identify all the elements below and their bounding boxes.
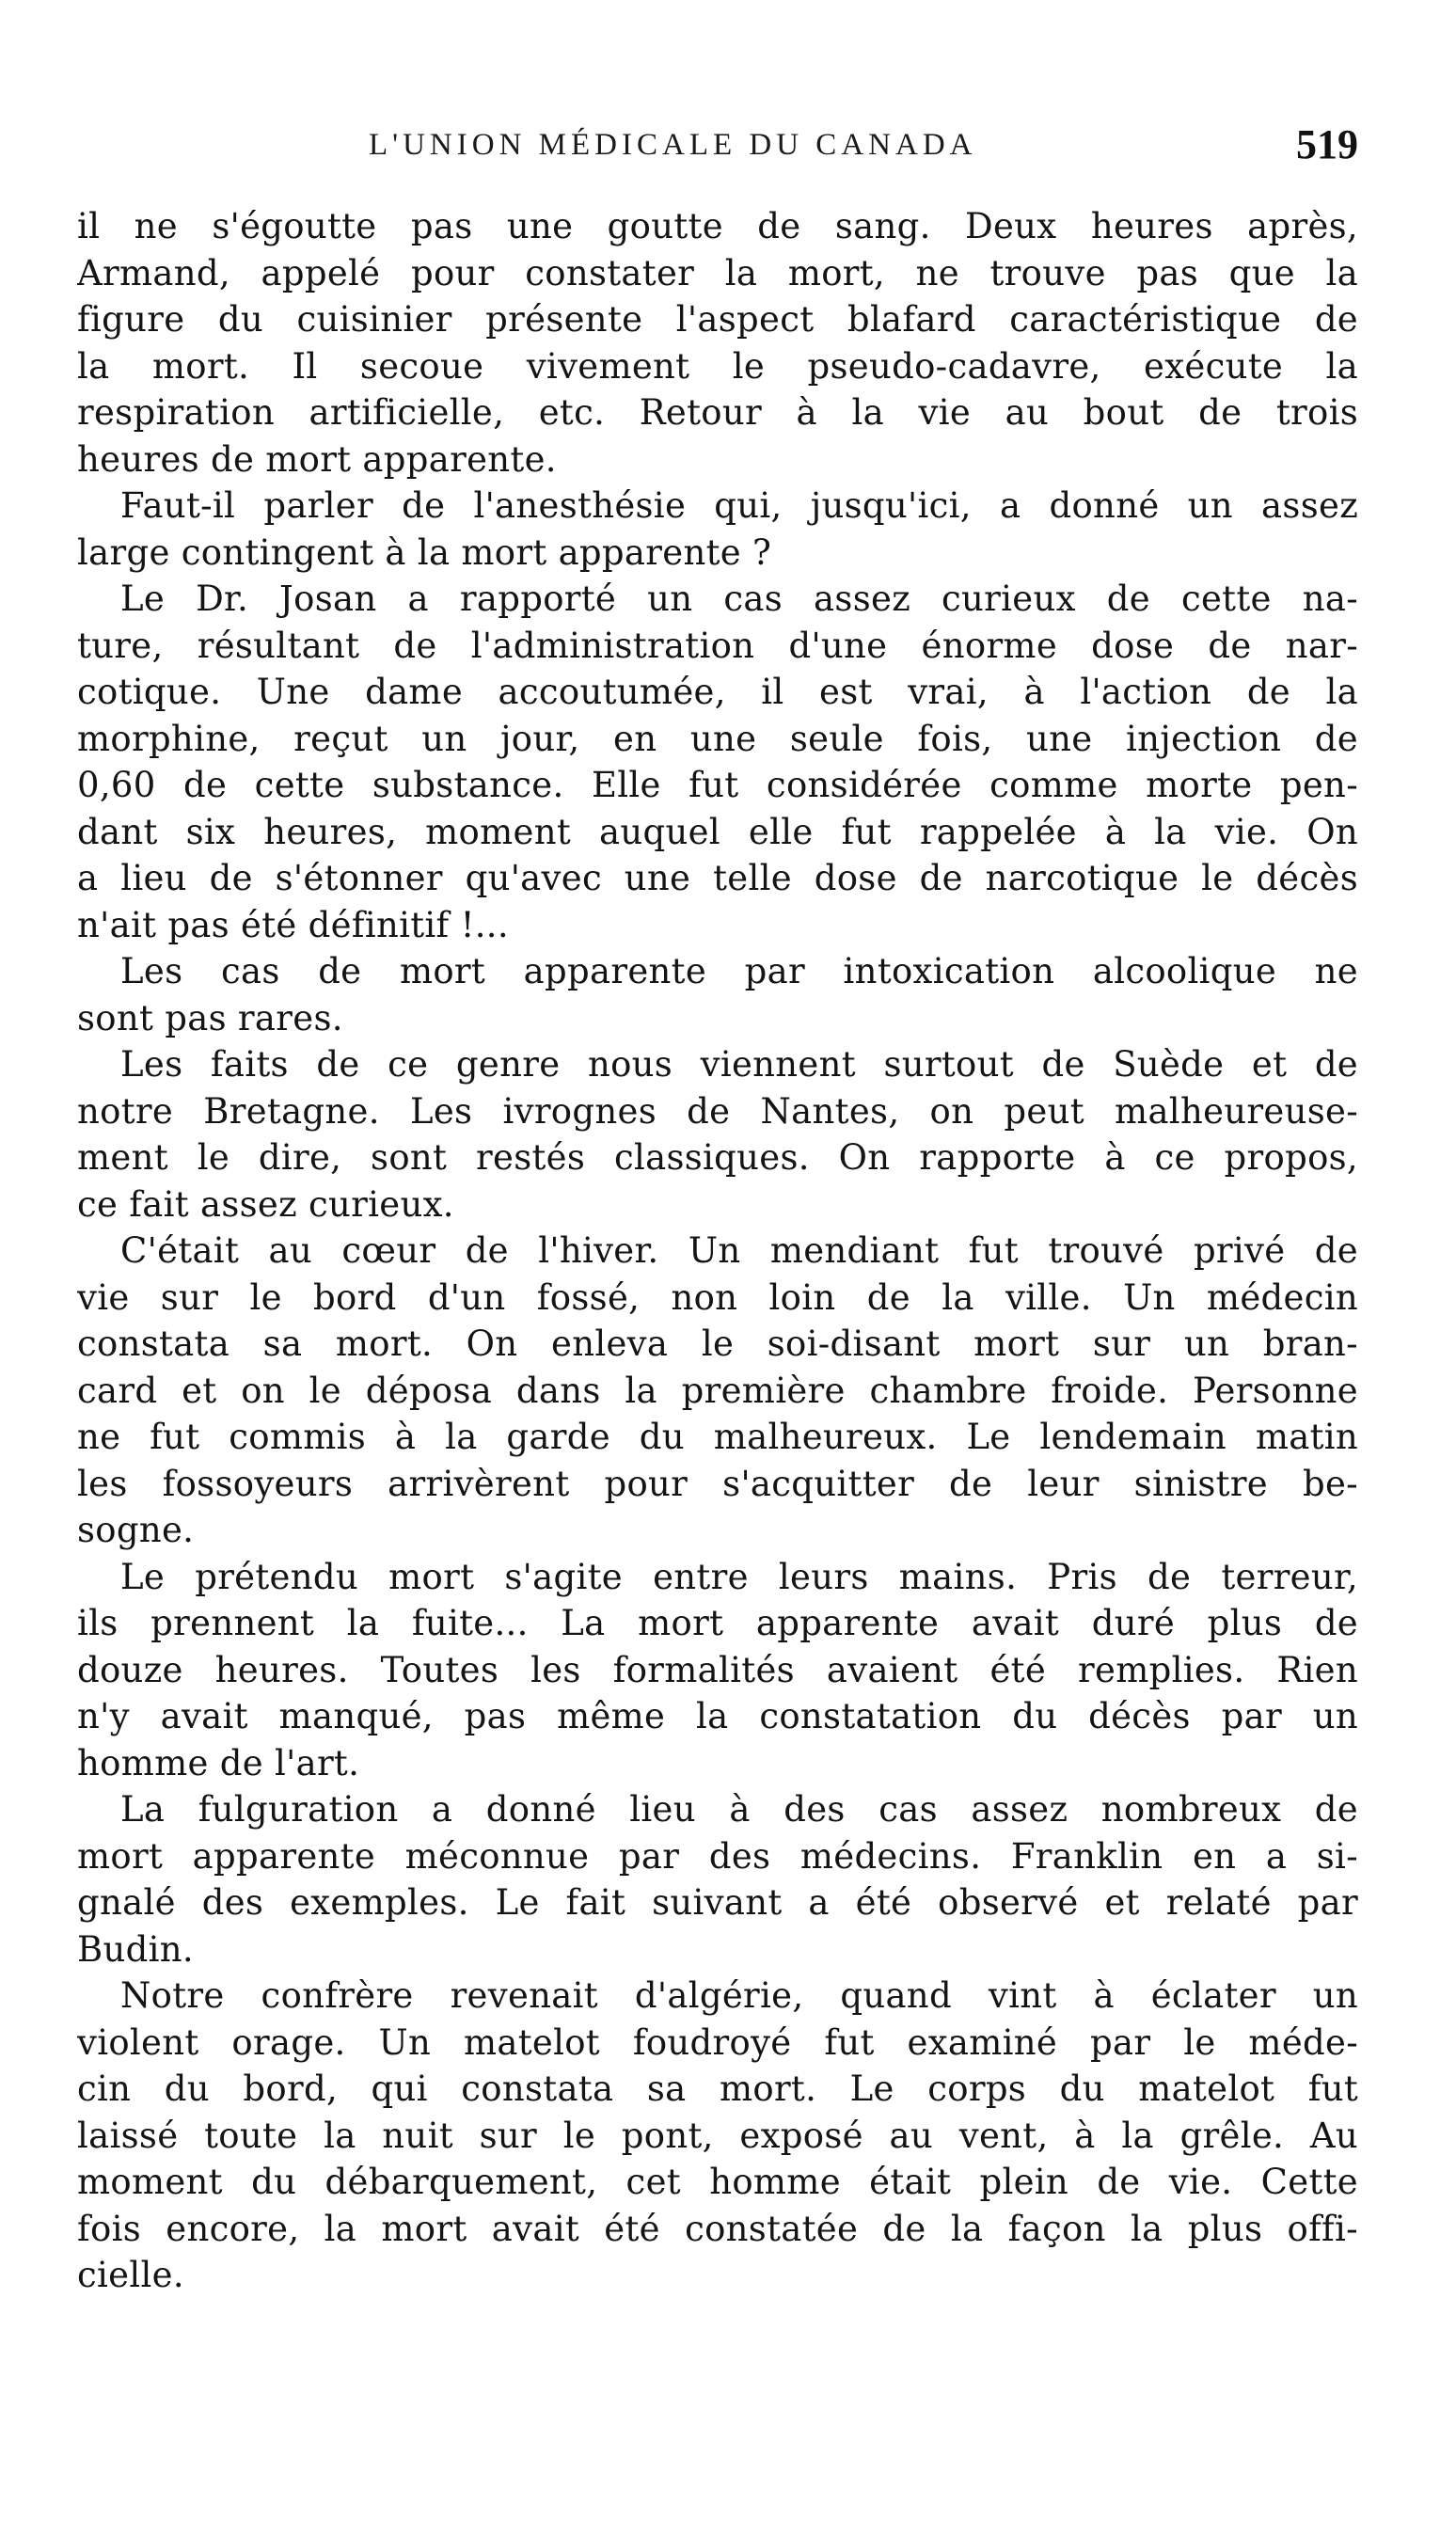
paragraph	[77, 1973, 1358, 2299]
text-line: Les cas de mort apparente par intoxication alcoolique ne	[120, 951, 1358, 991]
text-line: n'y avait manqué, pas même la constatation du décès par un	[77, 1696, 1358, 1736]
text-line: cielle.	[77, 2255, 184, 2295]
text-line: les fossoyeurs arrivèrent pour s'acquitter de leur sinistre be-	[77, 1463, 1358, 1504]
text-line: 0,60 de cette substance. Elle fut considérée comme morte pen-	[77, 765, 1358, 805]
text-line: sont pas rares.	[77, 997, 343, 1038]
text-line: sogne.	[77, 1510, 195, 1550]
text-line: fois encore, la mort avait été constatée de la façon la plus offi-	[77, 2208, 1358, 2249]
text-line: dant six heures, moment auquel elle fut rappelée à la vie. On	[77, 811, 1358, 852]
text-line: ce fait assez curieux.	[77, 1183, 454, 1225]
text-line: La fulguration a donné lieu à des cas assez nombreux de	[120, 1789, 1358, 1830]
paragraph	[77, 1041, 1358, 1228]
text-line: heures de mort apparente.	[77, 438, 557, 480]
body-text	[77, 203, 1358, 2299]
text-line: ne fut commis à la garde du malheureux. Le lendemain matin	[77, 1417, 1358, 1457]
text-line: ment le dire, sont restés classiques. On rapporte à ce propos,	[77, 1137, 1358, 1178]
page-number: 519	[1296, 121, 1358, 167]
text-line: ils prennent la fuite... La mort apparente avait duré plus de	[77, 1603, 1358, 1643]
text-line: gnalé des exemples. Le fait suivant a été observé et relaté par	[77, 1882, 1358, 1923]
paragraph	[77, 1228, 1358, 1554]
text-line: Le Dr. Josan a rapporté un cas assez curieux de cette na-	[120, 579, 1358, 619]
running-title: L'UNION MÉDICALE DU CANADA	[369, 128, 977, 162]
text-line: cotique. Une dame accoutumée, il est vrai, à l'action de la	[77, 672, 1358, 712]
text-line: constata sa mort. On enleva le soi-disant mort sur un bran-	[77, 1323, 1358, 1364]
text-line: C'était au cœur de l'hiver. Un mendiant fut trouvé privé de	[120, 1230, 1358, 1271]
text-line: Les faits de ce genre nous viennent surtout de Suède et de	[120, 1044, 1358, 1085]
text-line: ture, résultant de l'administration d'une énorme dose de nar-	[77, 625, 1358, 666]
text-line: Le prétendu mort s'agite entre leurs mains. Pris de terreur,	[120, 1556, 1358, 1597]
text-line: violent orage. Un matelot foudroyé fut examiné par le méde-	[77, 2021, 1358, 2063]
text-line: card et on le déposa dans la première chambre froide. Personne	[77, 1370, 1358, 1411]
page-header	[77, 120, 1358, 177]
text-line: la mort. Il secoue vivement le pseudo-cadavre, exécute la	[77, 345, 1358, 387]
text-line: il ne s'égoutte pas une goutte de sang. Deux heures après,	[77, 206, 1358, 246]
text-line: notre Bretagne. Les ivrognes de Nantes, on peut malheureuse-	[77, 1090, 1358, 1132]
text-line: homme de l'art.	[77, 1742, 360, 1783]
paragraph	[77, 1554, 1358, 1787]
text-line: respiration artificielle, etc. Retour à la vie au bout de trois	[77, 392, 1358, 433]
text-line: cin du bord, qui constata sa mort. Le corps du matelot fut	[77, 2068, 1358, 2109]
paragraph	[77, 1786, 1358, 1973]
text-line: large contingent à la mort apparente ?	[77, 531, 772, 573]
text-line: a lieu de s'étonner qu'avec une telle dose de narcotique le décès	[77, 858, 1358, 898]
text-line: douze heures. Toutes les formalités avaient été remplies. Rien	[77, 1649, 1358, 1690]
text-line: morphine, reçut un jour, en une seule fois, une injection de	[77, 718, 1358, 759]
paragraph	[77, 576, 1358, 948]
paragraph	[77, 948, 1358, 1041]
paragraph	[77, 483, 1358, 576]
text-line: Armand, appelé pour constater la mort, ne trouve pas que la	[77, 252, 1358, 293]
text-line: mort apparente méconnue par des médecins. Franklin en a si-	[77, 1835, 1358, 1877]
text-line: laissé toute la nuit sur le pont, exposé au vent, à la grêle. Au	[77, 2115, 1358, 2156]
text-line: Notre confrère revenait d'algérie, quand vint à éclater un	[120, 1975, 1358, 2016]
text-line: figure du cuisinier présente l'aspect blafard caractéristique de	[77, 299, 1358, 340]
text-line: n'ait pas été définitif !...	[77, 904, 509, 945]
paragraph	[77, 203, 1358, 483]
text-line: moment du débarquement, cet homme était plein de vie. Cette	[77, 2162, 1358, 2202]
text-line: vie sur le bord d'un fossé, non loin de la ville. Un médecin	[77, 1276, 1358, 1318]
text-line: Budin.	[77, 1928, 194, 1970]
text-line: Faut-il parler de l'anesthésie qui, jusqu'ici, a donné un assez	[120, 485, 1358, 526]
